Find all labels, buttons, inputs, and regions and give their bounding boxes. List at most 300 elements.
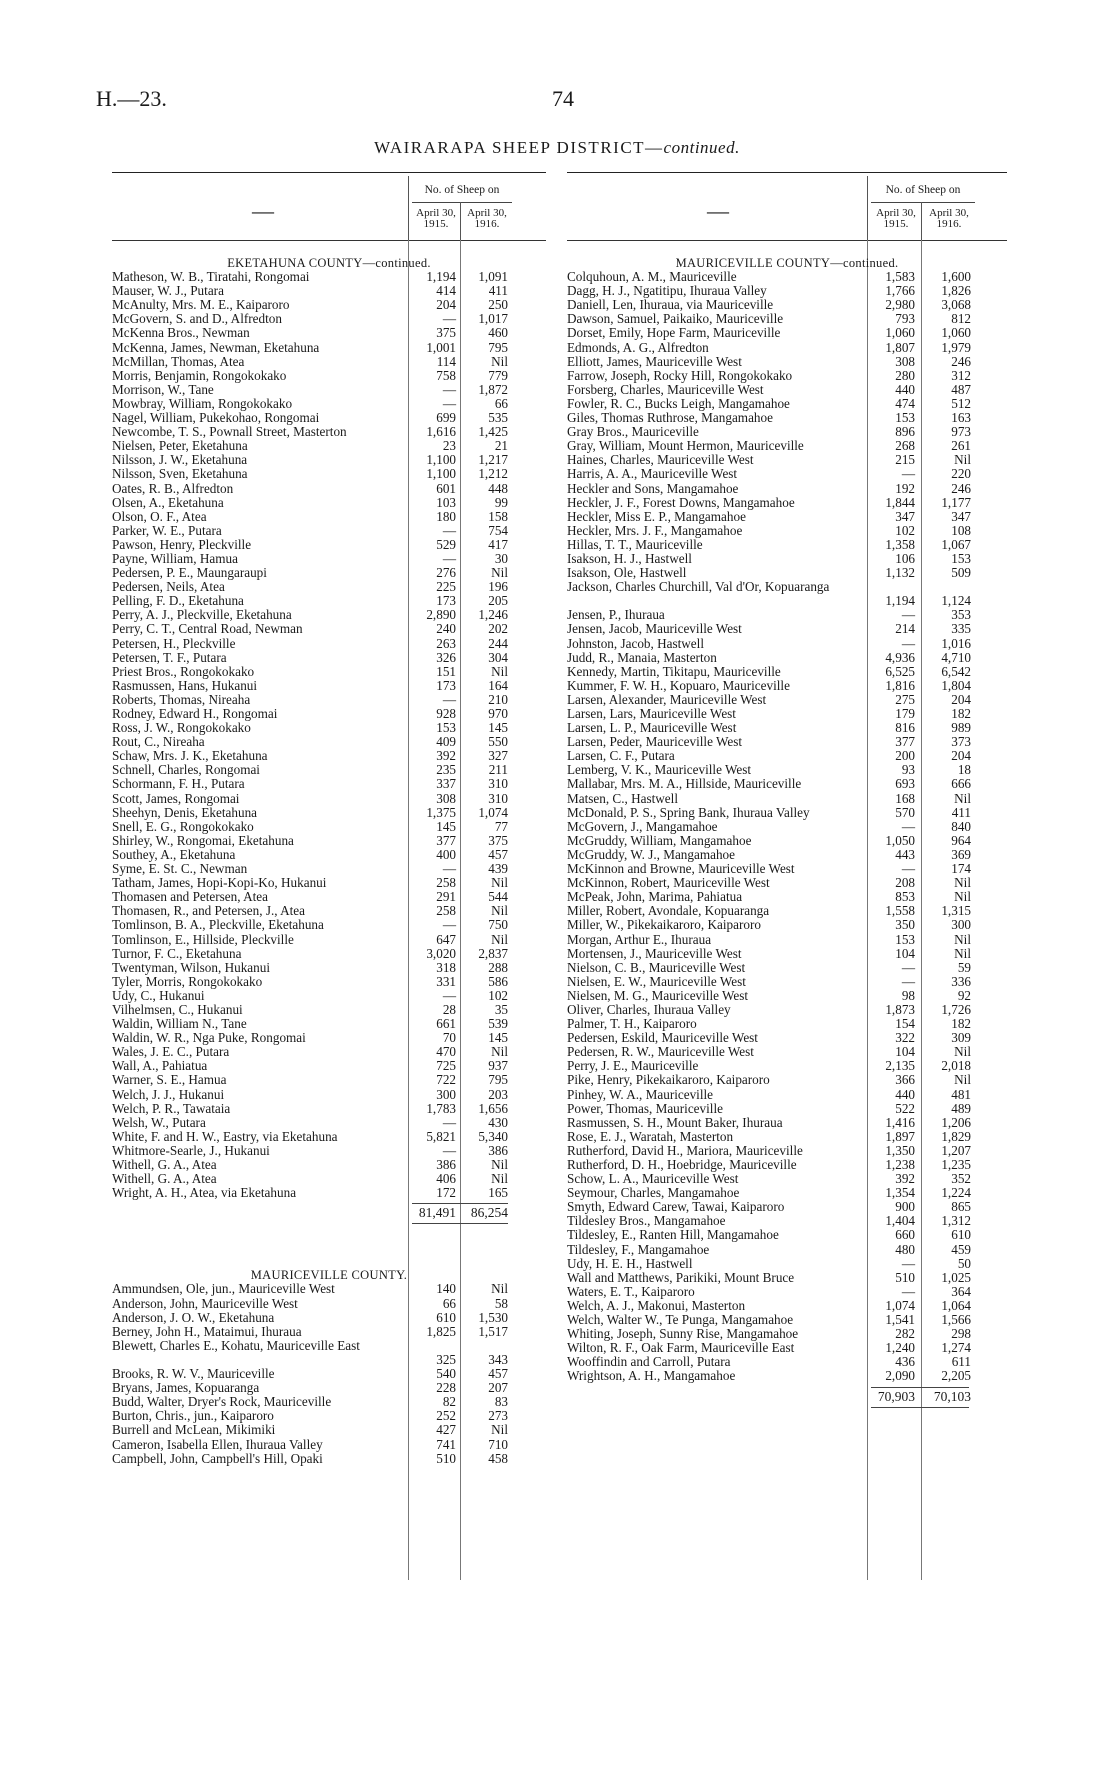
sheep-1916: 246	[951, 353, 971, 369]
sheep-1916: 220	[951, 466, 971, 482]
sheep-1916: 1,530	[478, 1309, 508, 1325]
sheep-1915: 3,020	[426, 945, 456, 961]
header-col-1915: April 30, 1915.	[416, 207, 456, 230]
entry-name: Rout, C., Nireaha	[112, 735, 205, 750]
sheep-1916: 812	[951, 311, 971, 327]
sheep-1916: 1,064	[941, 1297, 971, 1313]
table-row	[112, 284, 546, 298]
entry-name: Parker, W. E., Putara	[112, 523, 222, 538]
sheep-1915: 1,050	[885, 832, 915, 848]
sheep-1915: 192	[895, 480, 915, 496]
table-row	[567, 1243, 1007, 1257]
entry-name: Ammundsen, Ole, jun., Mauriceville West	[112, 1282, 335, 1297]
sheep-1915: 276	[436, 565, 456, 581]
entry-name: Budd, Walter, Dryer's Rock, Mauriceville	[112, 1395, 332, 1410]
table-row	[112, 890, 546, 904]
sheep-1915: 258	[436, 903, 456, 919]
table-row	[567, 552, 1007, 566]
table-row	[112, 538, 546, 552]
sheep-1915: 215	[895, 452, 915, 468]
sheep-1916: Nil	[491, 1157, 508, 1172]
table-row	[567, 890, 1007, 904]
sheep-1915: 1,766	[885, 283, 915, 299]
entry-name: Nagel, William, Pukekohao, Rongomai	[112, 411, 320, 426]
sheep-1916: 1,315	[941, 903, 971, 919]
entry-name: Jensen, Jacob, Mauriceville West	[567, 622, 742, 637]
sheep-1915: 1,238	[885, 1157, 915, 1172]
table-row	[112, 1381, 546, 1395]
table-row	[567, 1299, 1007, 1313]
table-row	[567, 679, 1007, 693]
table-row	[567, 341, 1007, 355]
sheep-1916: 1,025	[941, 1269, 971, 1285]
table-row	[112, 1017, 546, 1031]
entry-name: Scott, James, Rongomai	[112, 791, 240, 806]
sheep-1915: 151	[436, 663, 456, 679]
entry-name: Roberts, Thomas, Nireaha	[112, 692, 251, 707]
sheep-1916: 795	[488, 339, 508, 355]
entry-name: Pedersen, Neils, Atea	[112, 580, 225, 595]
table-row	[112, 1088, 546, 1102]
table-row	[112, 1102, 546, 1116]
table-row	[112, 876, 546, 890]
entry-name: Jensen, P., Ihuraua	[567, 608, 665, 623]
sheep-1916: 373	[951, 734, 971, 750]
table-row	[112, 1144, 546, 1158]
table-row	[567, 763, 1007, 777]
table-row	[112, 1339, 546, 1367]
sheep-1916: 411	[951, 804, 971, 820]
sheep-1915: 331	[436, 973, 456, 989]
sheep-1915: 1,807	[885, 339, 915, 355]
entry-name: McKenna, James, Newman, Eketahuna	[112, 340, 320, 355]
entry-name: Withell, G. A., Atea	[112, 1172, 217, 1187]
sheep-1916: 58	[494, 1295, 508, 1311]
sheep-1915: 409	[436, 734, 456, 750]
entry-name: Welch, A. J., Makonui, Masterton	[567, 1298, 746, 1313]
sheep-1916: 1,979	[941, 339, 971, 355]
table-row	[567, 1059, 1007, 1073]
sheep-1915: 440	[895, 381, 915, 397]
sheep-1915: 699	[436, 410, 456, 426]
sheep-1916: 66	[494, 395, 508, 411]
sheep-1915: 98	[901, 987, 915, 1003]
sheep-1915: —	[901, 959, 915, 975]
sheep-1915: 179	[895, 706, 915, 721]
sheep-1916: 99	[494, 494, 508, 510]
section-heading: EKETAHUNA COUNTY—continued.	[227, 256, 431, 270]
table-row	[567, 1116, 1007, 1130]
entry-name: Schnell, Charles, Rongomai	[112, 763, 260, 778]
table-row	[567, 1031, 1007, 1045]
entry-name: Perry, A. J., Pleckville, Eketahuna	[112, 608, 292, 623]
sheep-1915: 470	[436, 1044, 456, 1060]
sheep-1916: 21	[494, 438, 508, 454]
table-row	[567, 975, 1007, 989]
entry-name: Syme, E. St. C., Newman	[112, 862, 248, 877]
sheep-1915: 258	[436, 875, 456, 891]
entry-name: Schormann, F. H., Putara	[112, 777, 245, 792]
sheep-1916: 18	[957, 762, 971, 778]
sheep-1915: 758	[436, 367, 456, 383]
entry-name: McPeak, John, Marima, Pahiatua	[567, 890, 743, 905]
table-row	[112, 820, 546, 834]
sheep-1915: 601	[436, 480, 456, 496]
table-row	[112, 566, 546, 580]
total-1915: 70,903	[877, 1388, 915, 1404]
table-row	[112, 1409, 546, 1423]
table-row	[567, 1313, 1007, 1327]
table-row	[112, 397, 546, 411]
table-row	[567, 848, 1007, 862]
sheep-1915: —	[442, 522, 456, 538]
entry-name: Oates, R. B., Alfredton	[112, 481, 234, 496]
entry-name: Matheson, W. B., Tiratahi, Rongomai	[112, 270, 310, 285]
total-row	[112, 1206, 546, 1220]
sheep-1916: 153	[951, 550, 971, 566]
table-row	[112, 904, 546, 918]
sheep-1915: 610	[436, 1309, 456, 1325]
table-row	[112, 341, 546, 355]
table-row	[567, 298, 1007, 312]
entry-name: Nilsson, Sven, Eketahuna	[112, 467, 248, 482]
sheep-1915: 6,525	[885, 663, 915, 679]
table-row	[567, 637, 1007, 651]
table-row	[112, 947, 546, 961]
sheep-1915: 235	[436, 762, 456, 778]
sheep-1915: 725	[436, 1058, 456, 1074]
sheep-1915: 540	[436, 1366, 456, 1382]
sheep-1916: 211	[488, 762, 508, 778]
entry-name: Mallabar, Mrs. M. A., Hillside, Mauriceville	[567, 777, 802, 792]
table-row	[567, 918, 1007, 932]
total-1915: 81,491	[418, 1205, 456, 1221]
sheep-1915: 1,844	[885, 494, 915, 510]
entry-name: Rasmussen, Hans, Hukanui	[112, 678, 258, 693]
sheep-1915: 153	[436, 720, 456, 736]
table-row	[112, 524, 546, 538]
entry-name: Edmonds, A. G., Alfredton	[567, 340, 709, 355]
entry-name: Elliott, James, Mauriceville West	[567, 354, 742, 369]
table-row	[567, 482, 1007, 496]
sheep-1916: 1,060	[941, 325, 971, 341]
sheep-1916: 352	[951, 1171, 971, 1187]
entry-name: Snell, E. G., Rongokokako	[112, 819, 254, 834]
sheep-1915: 660	[895, 1227, 915, 1243]
entry-name: Nielsen, Peter, Eketahuna	[112, 439, 248, 454]
sheep-1916: 1,826	[941, 283, 971, 299]
table-row	[567, 1144, 1007, 1158]
entry-name: Heckler, Miss E. P., Mangamahoe	[567, 509, 746, 524]
entry-name: Nielsen, E. W., Mauriceville West	[567, 974, 746, 989]
table-row	[567, 1102, 1007, 1116]
table-row	[112, 1003, 546, 1017]
sheep-1916: 158	[488, 508, 508, 524]
table-row	[112, 806, 546, 820]
sheep-1915: —	[442, 381, 456, 397]
entry-name: Judd, R., Manaia, Masterton	[567, 650, 717, 665]
table-row	[112, 862, 546, 876]
sheep-1916: 1,872	[478, 381, 508, 397]
table-row	[112, 510, 546, 524]
sheep-1915: 928	[436, 706, 456, 721]
right-rows	[567, 256, 1007, 1410]
sheep-1915: 325	[436, 1351, 456, 1367]
sheep-1916: 710	[488, 1436, 508, 1452]
sheep-1915: —	[442, 550, 456, 566]
sheep-1916: 458	[488, 1450, 508, 1466]
entry-name: Cameron, Isabella Ellen, Ihuraua Valley	[112, 1437, 323, 1452]
entry-name: Petersen, H., Pleckville	[112, 636, 236, 651]
entry-name: Larsen, L. P., Mauriceville West	[567, 721, 737, 736]
table-row	[567, 1285, 1007, 1299]
sheep-1916: 4,710	[941, 649, 971, 665]
sheep-1915: —	[442, 1142, 456, 1158]
table-row	[112, 594, 546, 608]
sheep-1916: 457	[488, 846, 508, 862]
table-row	[567, 1172, 1007, 1186]
sheep-1916: Nil	[954, 790, 971, 806]
sheep-1916: Nil	[491, 931, 508, 947]
sheep-1916: 145	[488, 720, 508, 736]
sheep-1915: 2,135	[885, 1058, 915, 1074]
entry-name: Perry, J. E., Mauriceville	[567, 1059, 699, 1074]
sheep-1916: 1,600	[941, 269, 971, 285]
table-row	[112, 933, 546, 947]
entry-name: Tildesley Bros., Mangamahoe	[567, 1214, 726, 1229]
entry-name: Withell, G. A., Atea	[112, 1158, 217, 1172]
table-row	[567, 1088, 1007, 1102]
entry-name: Miller, Robert, Avondale, Kopuaranga	[567, 904, 770, 919]
table-row	[567, 820, 1007, 834]
table-row	[567, 792, 1007, 806]
sheep-1916: 439	[488, 861, 508, 877]
entry-name: White, F. and H. W., Eastry, via Eketahuna	[112, 1129, 338, 1144]
sheep-1915: 1,783	[426, 1100, 456, 1116]
entry-name: Jackson, Charles Churchill, Val d'Or, Kopuaranga	[567, 580, 830, 595]
table-row	[112, 552, 546, 566]
header-group-label: No. of Sheep on	[424, 184, 500, 196]
table-row	[112, 665, 546, 679]
left-table-header	[112, 176, 546, 240]
sheep-1916: 244	[488, 635, 508, 651]
sheep-1916: 1,224	[941, 1185, 971, 1201]
sheep-1916: 182	[951, 1016, 971, 1032]
table-row	[112, 792, 546, 806]
entry-name: McDonald, P. S., Spring Bank, Ihuraua Valley	[567, 805, 810, 820]
entry-name: Kummer, F. W. H., Kopuaro, Mauriceville	[567, 678, 790, 693]
sheep-1916: 1,124	[941, 593, 971, 609]
sheep-1915: 1,001	[426, 339, 456, 355]
sheep-1915: 102	[895, 522, 915, 538]
table-row	[567, 369, 1007, 383]
sheep-1915: —	[901, 861, 915, 877]
sheep-1916: 539	[488, 1016, 508, 1032]
entry-name: Whitmore-Searle, J., Hukanui	[112, 1143, 270, 1158]
sheep-1915: 377	[436, 832, 456, 848]
table-row	[112, 355, 546, 369]
entry-name: Isakson, H. J., Hastwell	[567, 551, 692, 566]
sheep-1915: 2,890	[426, 607, 456, 623]
table-row	[112, 1045, 546, 1059]
sheep-1915: 252	[436, 1408, 456, 1424]
table-row	[112, 425, 546, 439]
sheep-1916: 865	[951, 1199, 971, 1215]
table-row	[112, 975, 546, 989]
sheep-1916: 489	[951, 1100, 971, 1116]
sheep-1916: Nil	[491, 1171, 508, 1187]
table-row	[112, 1059, 546, 1073]
table-row	[112, 453, 546, 467]
sheep-1915: 263	[436, 635, 456, 651]
sheep-1916: 273	[488, 1408, 508, 1424]
entry-name: Dawson, Samuel, Paikaiko, Mauriceville	[567, 312, 784, 327]
entry-name: Seymour, Charles, Mangamahoe	[567, 1186, 740, 1201]
entry-name: Pelling, F. D., Eketahuna	[112, 594, 244, 609]
table-row	[567, 355, 1007, 369]
sheep-1916: 1,425	[478, 424, 508, 440]
sheep-1915: 400	[436, 846, 456, 862]
sheep-1915: 208	[895, 875, 915, 891]
table-row	[112, 721, 546, 735]
entry-name: Welch, P. R., Tawataia	[112, 1101, 231, 1116]
sheep-1915: 1,100	[426, 452, 456, 468]
table-row	[112, 1325, 546, 1339]
sheep-1915: 522	[895, 1100, 915, 1116]
sheep-1915: —	[442, 1114, 456, 1130]
table-row	[112, 383, 546, 397]
table-row	[567, 1017, 1007, 1031]
entry-name: Wales, J. E. C., Putara	[112, 1045, 230, 1060]
sheep-1916: Nil	[954, 889, 971, 905]
table-row	[112, 369, 546, 383]
entry-name: Larsen, Alexander, Mauriceville West	[567, 692, 767, 707]
sheep-1915: 1,194	[426, 269, 456, 285]
table-row	[567, 383, 1007, 397]
sheep-1915: 661	[436, 1016, 456, 1032]
header-dash: —	[707, 198, 729, 223]
page-reference: H.—23.	[96, 86, 167, 111]
entry-name: Morrison, W., Tane	[112, 382, 214, 397]
sheep-1915: 153	[895, 410, 915, 426]
sheep-1916: 611	[951, 1354, 971, 1370]
sheep-1915: 647	[436, 931, 456, 947]
entry-name: Pinhey, W. A., Mauriceville	[567, 1087, 714, 1102]
sheep-1915: 66	[442, 1295, 456, 1311]
sheep-1916: 550	[488, 734, 508, 750]
sheep-1916: 288	[488, 959, 508, 975]
table-row	[112, 651, 546, 665]
table-row	[567, 496, 1007, 510]
entry-name: Anderson, J. O. W., Eketahuna	[112, 1310, 275, 1325]
sheep-1915: 5,821	[426, 1128, 456, 1144]
table-row	[112, 622, 546, 636]
entry-name: Lemberg, V. K., Mauriceville West	[567, 763, 752, 778]
sheep-1916: 1,177	[941, 494, 971, 510]
entry-name: Oliver, Charles, Ihuraua Valley	[567, 1002, 731, 1017]
sheep-1915: 228	[436, 1380, 456, 1396]
entry-name: Gray Bros., Mauriceville	[567, 425, 699, 440]
sheep-1916: 989	[951, 720, 971, 736]
sheep-1915: —	[442, 395, 456, 411]
sheep-1915: 28	[442, 1001, 456, 1017]
table-row	[112, 679, 546, 693]
entry-name: Miller, W., Pikekaikaroro, Kaiparoro	[567, 918, 761, 933]
sheep-1915: 23	[442, 438, 456, 454]
sheep-1916: 204	[951, 748, 971, 764]
sheep-1915: 793	[895, 311, 915, 327]
entry-name: Larsen, Peder, Mauriceville West	[567, 735, 743, 750]
entry-name: Palmer, T. H., Kaiparoro	[567, 1017, 697, 1032]
sheep-1915: 1,541	[885, 1312, 915, 1328]
sheep-1916: 261	[951, 438, 971, 454]
entry-name: Pedersen, P. E., Maungaraupi	[112, 566, 267, 581]
table-row	[567, 326, 1007, 340]
entry-name: McGovern, S. and D., Alfredton	[112, 312, 282, 327]
entry-name: Brooks, R. W. V., Mauriceville	[112, 1367, 275, 1382]
entry-name: Payne, William, Hamua	[112, 551, 238, 566]
sheep-1915: 900	[895, 1199, 915, 1215]
table-row	[567, 1003, 1007, 1017]
table-row	[567, 876, 1007, 890]
sheep-1916: 347	[951, 508, 971, 524]
table-row	[567, 1257, 1007, 1271]
sheep-1915: 427	[436, 1422, 456, 1438]
sheep-1915: 275	[895, 691, 915, 707]
sheep-1916: 210	[488, 691, 508, 707]
page-title: WAIRARAPA SHEEP DISTRICT—continued.	[374, 138, 740, 157]
table-row	[112, 1423, 546, 1437]
entry-name: Schaw, Mrs. J. K., Eketahuna	[112, 749, 268, 764]
entry-name: Tyler, Morris, Rongokokako	[112, 974, 263, 989]
sheep-1915: 443	[895, 846, 915, 862]
sheep-1916: 196	[488, 579, 508, 595]
table-row	[567, 312, 1007, 326]
sheep-1916: 411	[488, 283, 508, 299]
sheep-1915: 2,090	[885, 1368, 915, 1384]
table-row	[567, 1186, 1007, 1200]
table-row	[112, 693, 546, 707]
entry-name: Daniell, Len, Ihuraua, via Mauriceville	[567, 298, 774, 313]
sheep-1916: 202	[488, 621, 508, 637]
sheep-1915: 214	[895, 621, 915, 637]
table-row	[112, 707, 546, 721]
sheep-1916: 336	[951, 973, 971, 989]
entry-name: Heckler, Mrs. J. F., Mangamahoe	[567, 523, 743, 538]
entry-name: Bryans, James, Kopuaranga	[112, 1381, 260, 1396]
entry-name: Farrow, Joseph, Rocky Hill, Rongokokako	[567, 368, 793, 383]
sheep-1916: 754	[488, 522, 508, 538]
entry-name: Haines, Charles, Mauriceville West	[567, 453, 754, 468]
header-dash: —	[252, 198, 274, 223]
section-heading: MAURICEVILLE COUNTY—continued.	[675, 256, 899, 270]
table-row	[112, 1073, 546, 1087]
table-row	[112, 1395, 546, 1409]
table-row	[112, 961, 546, 975]
sheep-1916: 1,017	[478, 311, 508, 327]
sheep-1915: 172	[436, 1185, 456, 1201]
sheep-1916: 205	[488, 593, 508, 609]
sheep-1915: 300	[436, 1086, 456, 1102]
entry-name: Wooffindin and Carroll, Putara	[567, 1355, 731, 1370]
table-row	[567, 608, 1007, 622]
table-row	[567, 453, 1007, 467]
sheep-1916: Nil	[491, 565, 508, 581]
sheep-1915: 225	[436, 579, 456, 595]
sheep-1916: 310	[488, 776, 508, 792]
entry-name: Rasmussen, S. H., Mount Baker, Ihuraua	[567, 1115, 783, 1130]
sheep-1916: 586	[488, 973, 508, 989]
